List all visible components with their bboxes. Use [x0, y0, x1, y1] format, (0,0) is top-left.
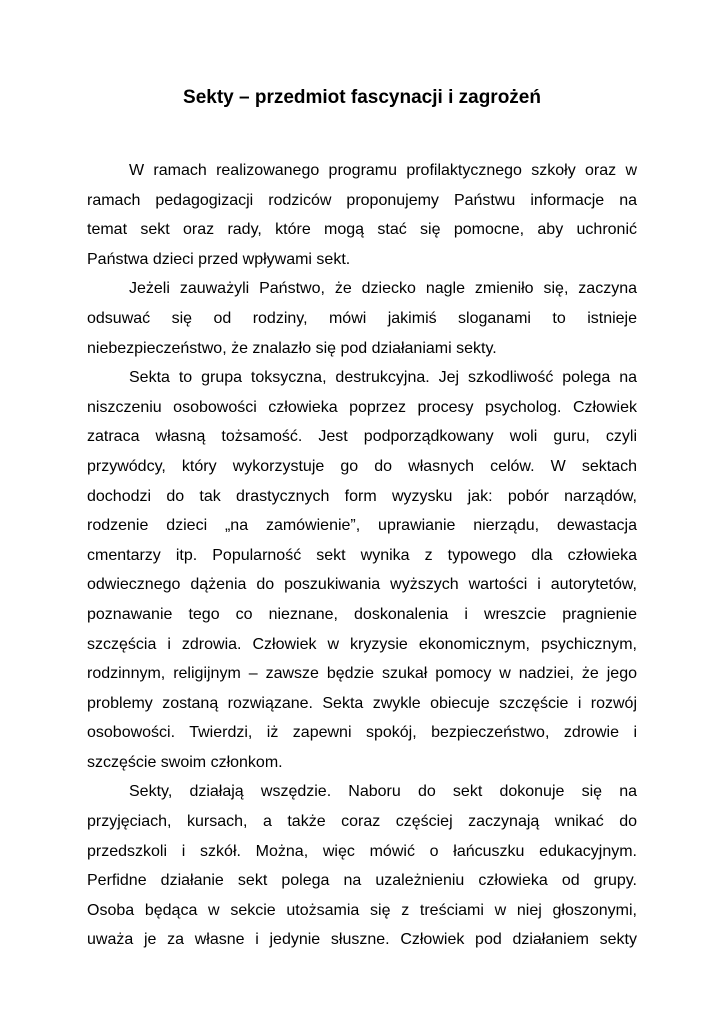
text-line: uważa je za własne i jedynie słuszne. Człowiek pod działaniem sekty	[87, 931, 637, 949]
text-line: cmentarzy itp. Popularność sekt wynika z typowego dla człowieka	[87, 546, 637, 564]
text-line: Sekta to grupa toksyczna, destrukcyjna. Jej szkodliwość polega na	[129, 369, 637, 387]
text-line: dochodzi do tak drastycznych form wyzysku jak: pobór narządów,	[87, 487, 637, 505]
text-line: Jeżeli zauważyli Państwo, że dziecko nagle zmieniło się, zaczyna	[129, 280, 637, 298]
text-line: szczęścia i zdrowia. Człowiek w kryzysie ekonomicznym, psychicznym,	[87, 635, 637, 653]
text-line: przedszkoli i szkół. Można, więc mówić o łańcuszku edukacyjnym.	[87, 842, 637, 860]
text-line: Perfidne działanie sekt polega na uzależnieniu człowieka od grupy.	[87, 872, 637, 890]
text-line: przyjęciach, kursach, a także coraz częściej zaczynają wnikać do	[87, 813, 637, 831]
text-line: Państwa dzieci przed wpływami sekt.	[87, 250, 351, 268]
text-line: osobowości. Twierdzi, iż zapewni spokój, bezpieczeństwo, zdrowie i	[87, 724, 637, 742]
text-line: rodzinnym, religijnym – zawsze będzie szukał pomocy w nadziei, że jego	[87, 665, 637, 683]
text-line: rodzenie dzieci „na zamówienie”, uprawianie nierządu, dewastacja	[87, 517, 637, 535]
text-line: W ramach realizowanego programu profilaktycznego szkoły oraz w	[129, 162, 637, 179]
text-line: problemy zostaną rozwiązane. Sekta zwykle obiecuje szczęście i rozwój	[87, 694, 637, 712]
text-line: zatraca własną tożsamość. Jest podporządkowany woli guru, czyli	[87, 428, 637, 446]
text-line: odsuwać się od rodziny, mówi jakimiś sloganami to istnieje	[87, 309, 637, 327]
document-body	[87, 156, 637, 955]
text-line: niszczeniu osobowości człowieka poprzez procesy psycholog. Człowiek	[87, 398, 637, 416]
text-line: niebezpieczeństwo, że znalazło się pod działaniami sekty.	[87, 339, 497, 357]
text-line: temat sekt oraz rady, które mogą stać się pomocne, aby uchronić	[87, 221, 637, 239]
text-line: poznawanie tego co nieznane, doskonalenia i wreszcie pragnienie	[87, 605, 637, 623]
text-line: ramach pedagogizacji rodziców proponujemy Państwu informacje na	[87, 191, 637, 209]
text-line: Osoba będąca w sekcie utożsamia się z treściami w niej głoszonymi,	[87, 901, 637, 919]
text-line: szczęście swoim członkom.	[87, 753, 283, 771]
document-title: Sekty – przedmiot fascynacji i zagrożeń	[183, 87, 541, 108]
text-line: przywódcy, który wykorzystuje go do własnych celów. W sektach	[87, 457, 637, 475]
text-line: Sekty, działają wszędzie. Naboru do sekt dokonuje się na	[129, 783, 637, 801]
text-line: odwiecznego dążenia do poszukiwania wyższych wartości i autorytetów,	[87, 576, 637, 594]
